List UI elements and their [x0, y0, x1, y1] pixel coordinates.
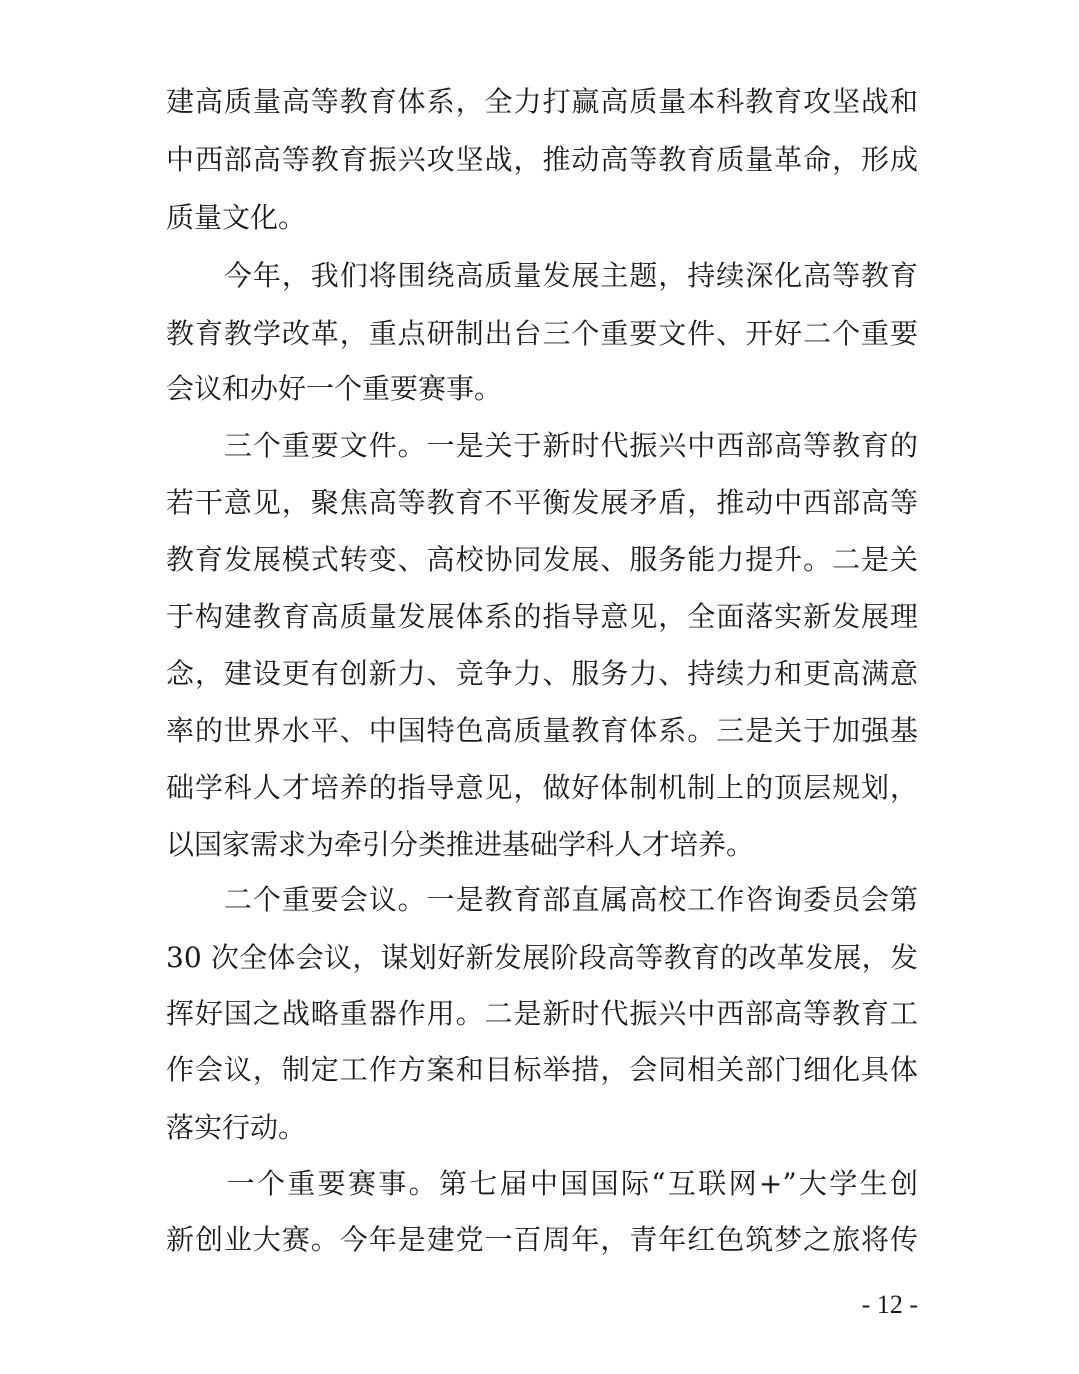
text-line: 教育发展模式转变、高校协同发展、服务能力提升。二是关: [166, 543, 918, 576]
text-line: 新创业大赛。今年是建党一百周年，青年红色筑梦之旅将传: [166, 1223, 918, 1256]
text-line: 二个重要会议。一是教育部直属高校工作咨询委员会第: [166, 883, 918, 916]
text-line: 一个重要赛事。第七届中国国际“互联网+”大学生创: [166, 1167, 918, 1200]
text-line: 率的世界水平、中国特色高质量教育体系。三是关于加强基: [166, 714, 918, 747]
text-line: 作会议，制定工作方案和目标举措，会同相关部门细化具体: [166, 1053, 918, 1086]
text-line: 落实行动。: [166, 1111, 307, 1144]
text-line: 若干意见，聚焦高等教育不平衡发展矛盾，推动中西部高等: [166, 486, 918, 519]
text-line: 质量文化。: [166, 201, 307, 234]
text-line: 以国家需求为牵引分类推进基础学科人才培养。: [166, 828, 755, 861]
text-line: 30 次全体会议，谋划好新发展阶段高等教育的改革发展，发: [166, 941, 918, 974]
text-line: 挥好国之战略重器作用。二是新时代振兴中西部高等教育工: [166, 997, 918, 1030]
text-line: 今年，我们将围绕高质量发展主题，持续深化高等教育: [166, 259, 918, 292]
text-line: 会议和办好一个重要赛事。: [166, 372, 503, 405]
text-line: 建高质量高等教育体系，全力打赢高质量本科教育攻坚战和: [166, 85, 918, 118]
text-line: 中西部高等教育振兴攻坚战，推动高等教育质量革命，形成: [166, 143, 918, 176]
text-line: 念，建设更有创新力、竞争力、服务力、持续力和更高满意: [166, 657, 918, 690]
text-line: 于构建教育高质量发展体系的指导意见，全面落实新发展理: [166, 600, 918, 633]
text-line: 三个重要文件。一是关于新时代振兴中西部高等教育的: [166, 429, 918, 462]
page-number: - 12 -: [861, 1290, 918, 1319]
text-line: 教育教学改革，重点研制出台三个重要文件、开好二个重要: [166, 317, 918, 350]
text-line: 础学科人才培养的指导意见，做好体制机制上的顶层规划，: [166, 771, 918, 804]
